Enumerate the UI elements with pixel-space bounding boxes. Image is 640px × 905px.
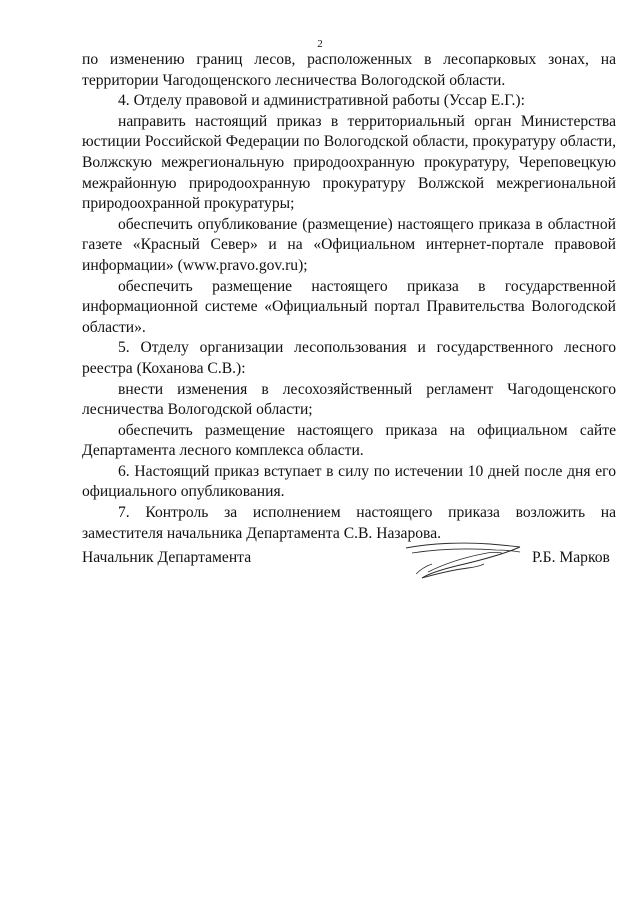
document-body <box>82 50 616 544</box>
paragraph-item-5: 5. Отделу организации лесопользования и государственного лесного реестра (Коханова С.В.): <box>82 339 616 377</box>
paragraph-item-4: 4. Отделу правовой и административной работы (Уссар Е.Г.): <box>118 92 525 110</box>
paragraph-item-7: 7. Контроль за исполнением настоящего приказа возложить на заместителя начальника Департамента С.В. Назарова. <box>82 504 616 542</box>
paragraph-item-4-send: направить настоящий приказ в территориальный орган Министерства юстиции Российской Федерации по Вологодской области, прокуратуру области, Волжскую межрегиональную природоохранную прокуратуру, Череповецкую межрайонную природоохранную прокуратуру Волжской межрегиональной природоохранной прокуратуры; <box>82 112 616 213</box>
paragraph-continuation: по изменению границ лесов, расположенных в лесопарковых зонах, на территории Чагодощенского лесничества Вологодской области. <box>82 51 616 89</box>
signatory-position: Начальник Департамента <box>82 549 252 566</box>
paragraph-item-5-site: обеспечить размещение настоящего приказа на официальном сайте Департамента лесного комплекса области. <box>82 421 616 460</box>
paragraph-item-4-publish: обеспечить опубликование (размещение) настоящего приказа в областной газете «Красный Север» и на «Официальном интернет-портале правовой информации» (www.pravo.gov.ru); <box>82 215 616 274</box>
paragraph-item-4-portal: обеспечить размещение настоящего приказа в государственной информационной системе «Официальный портал Правительства Вологодской области». <box>82 277 616 336</box>
paragraph-item-6: 6. Настоящий приказ вступает в силу по истечении 10 дней после дня его официального опубликования. <box>82 462 616 501</box>
paragraph-item-5-amend: внести изменения в лесохозяйственный регламент Чагодощенского лесничества Вологодской области; <box>82 380 616 419</box>
handwritten-signature <box>392 534 528 586</box>
page-number: 2 <box>317 38 323 50</box>
signatory-name: Р.Б. Марков <box>532 549 610 566</box>
